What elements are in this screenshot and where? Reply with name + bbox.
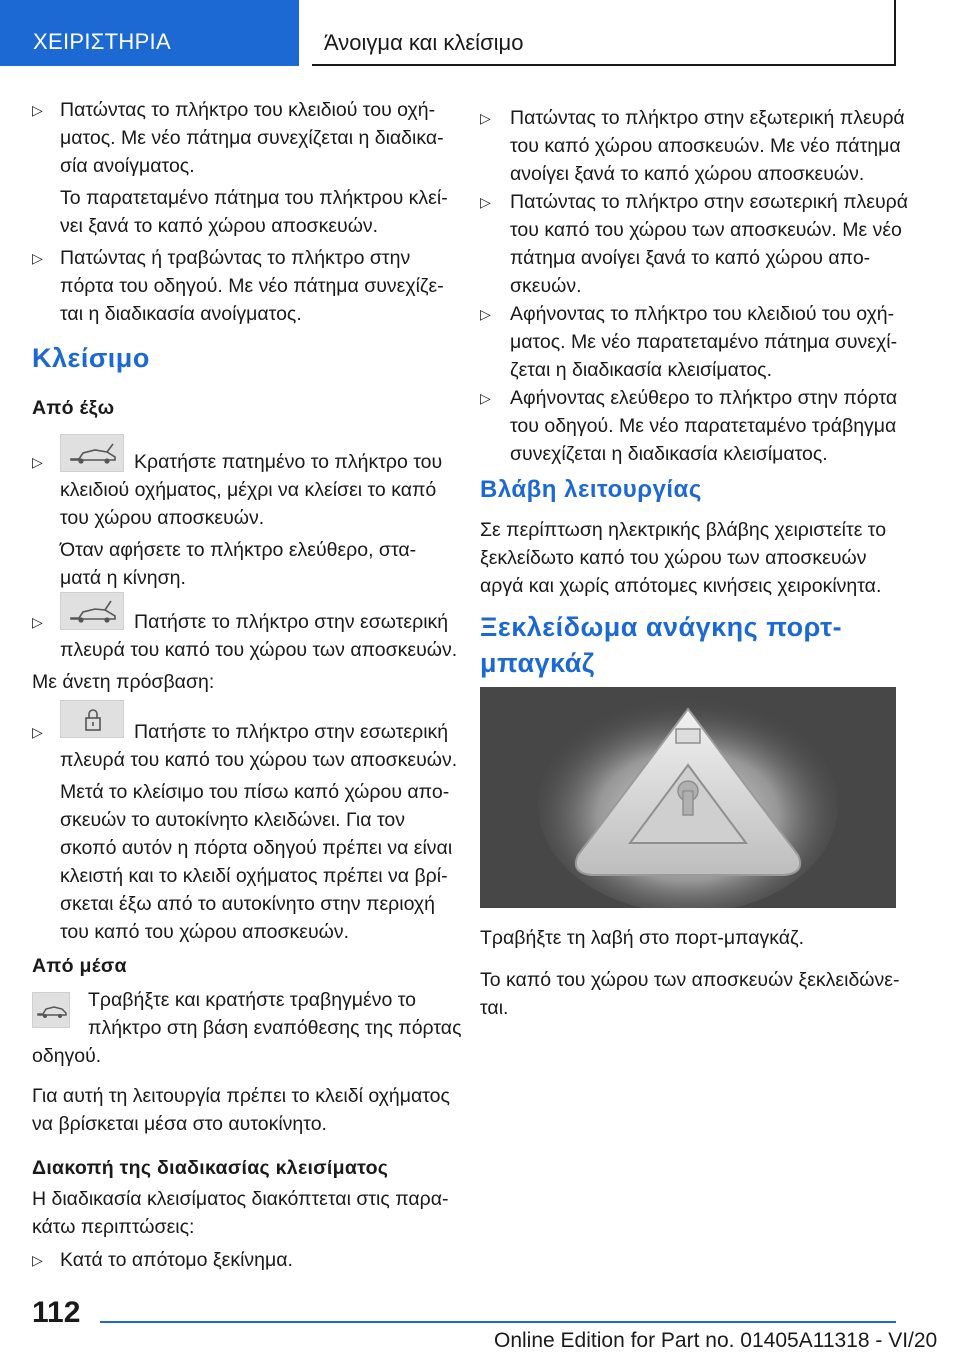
paragraph-line: σκεται έξω από το αυτοκίνητο στην περιοχή — [60, 893, 435, 915]
bullet-marker: ▷ — [480, 110, 491, 126]
paragraph-line: Πατώντας το πλήκτρο του κλειδιού του οχή- — [60, 99, 436, 121]
paragraph-line: σκευών. — [510, 275, 582, 297]
paragraph-line: κάτω περιπτώσεις: — [32, 1216, 195, 1238]
paragraph-line: ανοίγει ξανά το καπό χώρου αποσκευών. — [510, 163, 865, 185]
lock-icon — [60, 700, 124, 738]
paragraph-line: νει ξανά το καπό χώρου αποσκευών. — [60, 215, 379, 237]
section-header — [312, 0, 896, 66]
page-number: 112 — [32, 1296, 81, 1329]
paragraph-line: Κατά το απότομο ξεκίνημα. — [60, 1249, 293, 1271]
paragraph-line: πλήκτρο στη βάση εναπόθεσης της πόρτας — [88, 1017, 462, 1039]
paragraph-line: ται η διαδικασία ανοίγματος. — [60, 303, 302, 325]
bullet-marker: ▷ — [32, 1252, 43, 1268]
paragraph-line: ματος. Με νέο πάτημα συνεχίζεται η διαδικα- — [60, 127, 444, 149]
paragraph-line: Κρατήστε πατημένο το πλήκτρο του — [134, 451, 443, 473]
car-trunk-key-icon — [60, 434, 124, 472]
heading-emergency-unlock-cont: μπαγκάζ — [480, 648, 595, 678]
footer-divider — [100, 1321, 896, 1323]
paragraph-line: Το καπό του χώρου των αποσκευών ξεκλειδώνε- — [480, 969, 900, 991]
paragraph-line: Πατήστε το πλήκτρο στην εσωτερική — [134, 611, 449, 633]
paragraph-line: συνεχίζεται η διαδικασία κλεισίματος. — [510, 443, 828, 465]
footer-edition: Online Edition for Part no. 01405A11318 - VI/20 — [494, 1329, 938, 1352]
paragraph-line: Μετά το κλείσιμο του πίσω καπό χώρου απο- — [60, 781, 450, 803]
paragraph-line: Το παρατεταμένο πάτημα του πλήκτρου κλεί- — [60, 187, 448, 209]
paragraph-line: κλειστή και το κλειδί οχήματος πρέπει να βρί- — [60, 865, 448, 887]
paragraph-line: κλειδιού οχήματος, μέχρι να κλείσει το καπό — [60, 479, 437, 501]
bullet-marker: ▷ — [480, 306, 491, 322]
paragraph-line: του καπό του χώρου αποσκευών. — [60, 921, 349, 943]
subheading-outside: Από έξω — [32, 397, 115, 419]
paragraph-line: οδηγού. — [32, 1045, 102, 1067]
paragraph-line: πάτημα ανοίγει ξανά το καπό χώρου απο- — [510, 247, 871, 269]
paragraph-line: του καπό του χώρου των αποσκευών. Με νέο — [510, 219, 902, 241]
paragraph-line: Αφήνοντας ελεύθερο το πλήκτρο στην πόρτα — [510, 387, 898, 409]
section-title: Άνοιγμα και κλείσιμο — [324, 30, 524, 55]
paragraph-line: σκευών το αυτοκίνητο κλειδώνει. Για τον — [60, 809, 405, 831]
paragraph-line: Σε περίπτωση ηλεκτρικής βλάβης χειριστείτε το — [480, 519, 887, 541]
chapter-tab — [0, 0, 299, 66]
paragraph-line: αργά και χωρίς απότομες κινήσεις χειροκίνητα. — [480, 575, 882, 597]
paragraph-line: ματά η κίνηση. — [60, 567, 186, 589]
paragraph-line: σία ανοίγματος. — [60, 155, 195, 177]
bullet-marker: ▷ — [480, 390, 491, 406]
paragraph-line: του χώρου αποσκευών. — [60, 507, 265, 529]
bullet-marker: ▷ — [32, 454, 43, 470]
paragraph-line: Όταν αφήσετε το πλήκτρο ελεύθερο, στα- — [60, 539, 417, 561]
subheading-interrupt: Διακοπή της διαδικασίας κλεισίματος — [32, 1157, 389, 1179]
bullet-marker: ▷ — [32, 724, 43, 740]
paragraph-line: να βρίσκεται μέσα στο αυτοκίνητο. — [32, 1113, 327, 1135]
paragraph-line: ματος. Με νέο παρατεταμένο πάτημα συνεχί- — [510, 331, 898, 353]
paragraph-line: πλευρά του καπό του χώρου των αποσκευών. — [60, 639, 458, 661]
paragraph-line: πόρτα του οδηγού. Με νέο πάτημα συνεχίζε- — [60, 275, 444, 297]
paragraph-line: Πατήστε το πλήκτρο στην εσωτερική — [134, 721, 449, 743]
chapter-tab-label: ΧΕΙΡΙΣΤΗΡΙΑ — [33, 29, 171, 54]
heading-close: Κλείσιμο — [32, 343, 150, 373]
paragraph-line: Πατώντας ή τραβώντας το πλήκτρο στην — [60, 247, 411, 269]
paragraph-line: ται. — [480, 997, 509, 1019]
paragraph-line: του οδηγού. Με νέο παρατεταμένο τράβηγμα — [510, 415, 897, 437]
subheading-inside: Από μέσα — [32, 955, 127, 977]
heading-emergency-unlock: Ξεκλείδωμα ανάγκης πορτ- — [480, 612, 843, 642]
paragraph-line: Τραβήξτε και κρατήστε τραβηγμένο το — [88, 989, 417, 1011]
paragraph-line: σκοπό αυτόν η πόρτα οδηγού πρέπει να είναι — [60, 837, 453, 859]
paragraph-line: Πατώντας το πλήκτρο στην εξωτερική πλευρά — [510, 107, 905, 129]
bullet-marker: ▷ — [32, 614, 43, 630]
emergency-release-handle-photo — [480, 687, 896, 908]
photo-caption: Τραβήξτε τη λαβή στο πορτ-μπαγκάζ. — [480, 927, 805, 949]
paragraph-line: Πατώντας το πλήκτρο στην εσωτερική πλευρά — [510, 191, 909, 213]
bullet-marker: ▷ — [480, 194, 491, 210]
bullet-marker: ▷ — [32, 250, 43, 266]
paragraph-line: ζεται η διαδικασία κλεισίματος. — [510, 359, 772, 381]
paragraph-line: πλευρά του καπό του χώρου των αποσκευών. — [60, 749, 458, 771]
paragraph-line: Η διαδικασία κλεισίματος διακόπτεται στις παρα- — [32, 1188, 449, 1210]
trunk-open-button-icon — [60, 592, 124, 630]
paragraph-line: Αφήνοντας το πλήκτρο του κλειδιού του οχή- — [510, 303, 895, 325]
car-door-button-icon — [32, 992, 70, 1028]
bullet-marker: ▷ — [32, 102, 43, 118]
heading-malfunction: Βλάβη λειτουργίας — [480, 476, 702, 503]
paragraph-line: του καπό χώρου αποσκευών. Με νέο πάτημα — [510, 135, 901, 157]
paragraph-line: Με άνετη πρόσβαση: — [32, 671, 215, 693]
paragraph-line: Για αυτή τη λειτουργία πρέπει το κλειδί οχήματος — [32, 1085, 450, 1107]
paragraph-line: ξεκλείδωτο καπό του χώρου των αποσκευών — [480, 547, 867, 569]
